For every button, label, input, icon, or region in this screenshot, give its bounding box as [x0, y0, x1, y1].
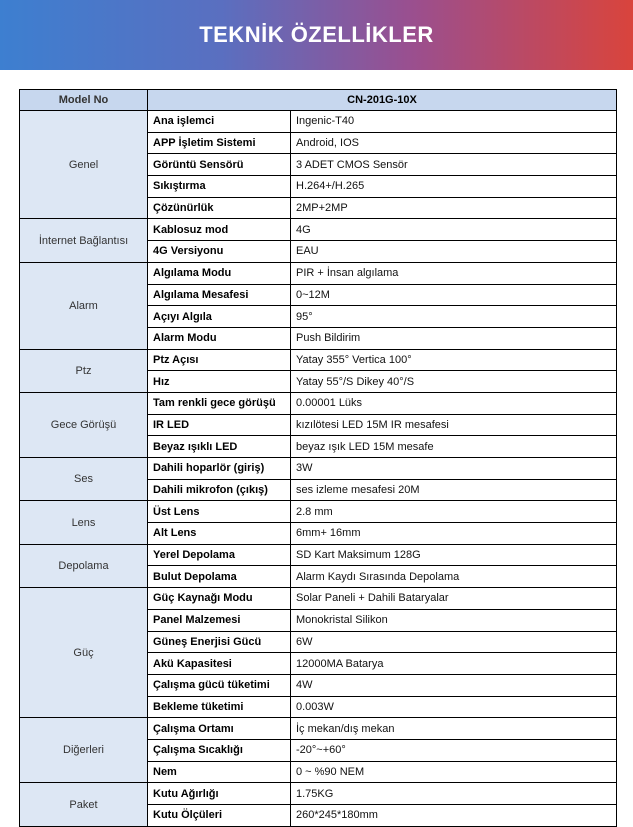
category-cell: İnternet Bağlantısı: [20, 219, 148, 262]
spec-value-cell: Alarm Kaydı Sırasında Depolama: [291, 566, 617, 588]
spec-value-cell: Ingenic-T40: [291, 111, 617, 133]
spec-value-cell: beyaz ışık LED 15M mesafe: [291, 436, 617, 458]
spec-value-cell: 4G: [291, 219, 617, 241]
spec-name-cell: Alarm Modu: [148, 327, 291, 349]
spec-name-cell: Güç Kaynağı Modu: [148, 588, 291, 610]
spec-name-cell: Beyaz ışıklı LED: [148, 436, 291, 458]
category-cell: Ses: [20, 458, 148, 501]
spec-value-cell: SD Kart Maksimum 128G: [291, 544, 617, 566]
table-row: [20, 501, 617, 523]
table-row: [20, 544, 617, 566]
category-cell: Depolama: [20, 544, 148, 587]
spec-name-cell: IR LED: [148, 414, 291, 436]
spec-value-cell: 3 ADET CMOS Sensör: [291, 154, 617, 176]
spec-table: [19, 89, 617, 827]
table-row: [20, 588, 617, 610]
category-cell: Ptz: [20, 349, 148, 392]
spec-name-cell: Nem: [148, 761, 291, 783]
spec-name-cell: Üst Lens: [148, 501, 291, 523]
spec-name-cell: Görüntü Sensörü: [148, 154, 291, 176]
table-row: [20, 392, 617, 414]
spec-value-cell: -20°~+60°: [291, 739, 617, 761]
spec-name-cell: Güneş Enerjisi Gücü: [148, 631, 291, 653]
spec-name-cell: Yerel Depolama: [148, 544, 291, 566]
spec-value-cell: Yatay 55°/S Dikey 40°/S: [291, 371, 617, 393]
spec-name-cell: Dahili hoparlör (giriş): [148, 458, 291, 480]
spec-name-cell: Algılama Modu: [148, 262, 291, 284]
spec-name-cell: Çalışma gücü tüketimi: [148, 674, 291, 696]
spec-name-cell: Panel Malzemesi: [148, 609, 291, 631]
spec-value-cell: 0.00001 Lüks: [291, 392, 617, 414]
page-title: TEKNİK ÖZELLİKLER: [199, 22, 434, 47]
spec-value-cell: 1.75KG: [291, 783, 617, 805]
spec-value-cell: 2.8 mm: [291, 501, 617, 523]
spec-value-cell: Push Bildirim: [291, 327, 617, 349]
spec-name-cell: Sıkıştırma: [148, 176, 291, 198]
spec-value-cell: İç mekan/dış mekan: [291, 718, 617, 740]
category-cell: Lens: [20, 501, 148, 544]
table-header-row: [20, 90, 617, 111]
spec-value-cell: 0.003W: [291, 696, 617, 718]
spec-value-cell: Solar Paneli + Dahili Bataryalar: [291, 588, 617, 610]
spec-name-cell: Hız: [148, 371, 291, 393]
spec-value-cell: Yatay 355° Vertica 100°: [291, 349, 617, 371]
spec-value-cell: EAU: [291, 241, 617, 263]
category-cell: Diğerleri: [20, 718, 148, 783]
spec-value-cell: 12000MA Batarya: [291, 653, 617, 675]
spec-value-cell: 4W: [291, 674, 617, 696]
spec-name-cell: Çalışma Ortamı: [148, 718, 291, 740]
spec-value-cell: 0~12M: [291, 284, 617, 306]
spec-value-cell: kızılötesi LED 15M IR mesafesi: [291, 414, 617, 436]
spec-name-cell: Alt Lens: [148, 523, 291, 545]
header-banner: [0, 0, 633, 70]
category-cell: Genel: [20, 111, 148, 219]
table-row: [20, 262, 617, 284]
category-cell: Alarm: [20, 262, 148, 349]
table-row: [20, 219, 617, 241]
spec-name-cell: Tam renkli gece görüşü: [148, 392, 291, 414]
spec-value-cell: ses izleme mesafesi 20M: [291, 479, 617, 501]
spec-value-cell: Monokristal Silikon: [291, 609, 617, 631]
spec-name-cell: APP İşletim Sistemi: [148, 132, 291, 154]
spec-name-cell: Kutu Ağırlığı: [148, 783, 291, 805]
table-row: [20, 349, 617, 371]
spec-name-cell: Ptz Açısı: [148, 349, 291, 371]
spec-name-cell: Kablosuz mod: [148, 219, 291, 241]
spec-name-cell: Akü Kapasitesi: [148, 653, 291, 675]
table-row: [20, 111, 617, 133]
spec-name-cell: Çalışma Sıcaklığı: [148, 739, 291, 761]
model-label: Model No: [20, 90, 148, 111]
category-cell: Paket: [20, 783, 148, 826]
spec-value-cell: 0 ~ %90 NEM: [291, 761, 617, 783]
spec-name-cell: Çözünürlük: [148, 197, 291, 219]
table-row: [20, 458, 617, 480]
spec-value-cell: H.264+/H.265: [291, 176, 617, 198]
table-row: [20, 718, 617, 740]
spec-value-cell: 260*245*180mm: [291, 805, 617, 827]
model-value: CN-201G-10X: [148, 90, 617, 111]
spec-value-cell: 2MP+2MP: [291, 197, 617, 219]
spec-value-cell: 6W: [291, 631, 617, 653]
category-cell: Gece Görüşü: [20, 392, 148, 457]
category-cell: Güç: [20, 588, 148, 718]
table-row: [20, 783, 617, 805]
spec-value-cell: Android, IOS: [291, 132, 617, 154]
spec-value-cell: PIR + İnsan algılama: [291, 262, 617, 284]
spec-value-cell: 6mm+ 16mm: [291, 523, 617, 545]
spec-name-cell: 4G Versiyonu: [148, 241, 291, 263]
spec-name-cell: Dahili mikrofon (çıkış): [148, 479, 291, 501]
spec-name-cell: Bekleme tüketimi: [148, 696, 291, 718]
spec-name-cell: Kutu Ölçüleri: [148, 805, 291, 827]
spec-name-cell: Ana işlemci: [148, 111, 291, 133]
spec-name-cell: Algılama Mesafesi: [148, 284, 291, 306]
spec-name-cell: Açıyı Algıla: [148, 306, 291, 328]
spec-value-cell: 95°: [291, 306, 617, 328]
spec-value-cell: 3W: [291, 458, 617, 480]
spec-name-cell: Bulut Depolama: [148, 566, 291, 588]
